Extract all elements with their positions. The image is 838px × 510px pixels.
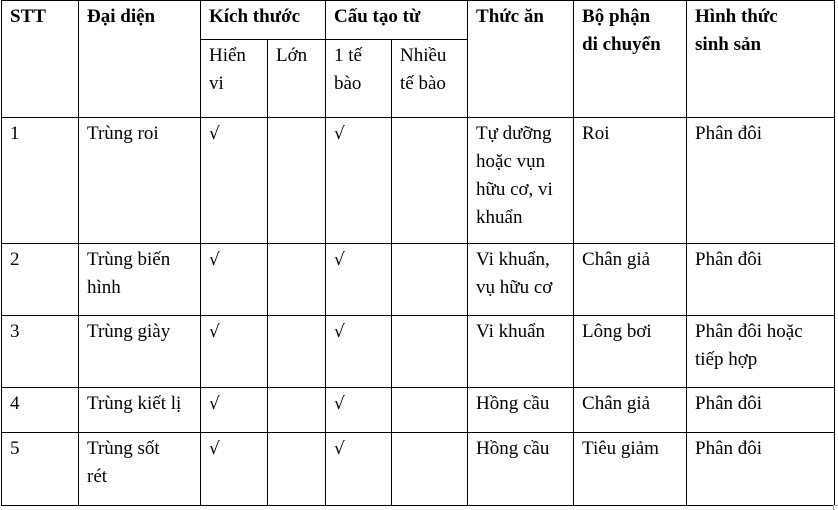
table-row (2, 433, 835, 506)
checkmark-icon: √ (209, 250, 220, 270)
food-line: khuẩn (476, 207, 523, 228)
cell-microscopic (201, 118, 268, 244)
cell-locomotion (574, 433, 687, 506)
cell-microscopic (201, 244, 268, 316)
cell-reproduction (687, 244, 835, 316)
header-size (201, 1, 326, 40)
header-microscopic-line1: Hiển (209, 45, 246, 66)
cell-large (268, 316, 326, 388)
cell-food (468, 433, 574, 506)
header-stt-label: STT (10, 6, 46, 27)
checkmark-icon: √ (334, 439, 345, 459)
locomotion-value: Roi (582, 123, 610, 144)
header-size-microscopic (201, 40, 268, 118)
header-stt (2, 1, 79, 118)
food-line: Vi khuẩn, (476, 249, 550, 270)
cell-representative (79, 433, 201, 506)
cell-large (268, 388, 326, 433)
locomotion-value: Tiêu giảm (582, 438, 659, 459)
stt-value: 4 (10, 393, 20, 414)
stt-value: 3 (10, 321, 20, 342)
header-food (468, 1, 574, 118)
cell-single-cell (326, 244, 392, 316)
cell-large (268, 244, 326, 316)
stt-value: 1 (10, 123, 20, 144)
table-row (2, 118, 835, 244)
cell-representative (79, 118, 201, 244)
cell-large (268, 118, 326, 244)
cell-reproduction (687, 316, 835, 388)
food-line: Tự dưỡng (476, 123, 552, 144)
table-row (2, 244, 835, 316)
table-row (2, 316, 835, 388)
cell-multi-cell (392, 316, 468, 388)
header-row-main (2, 1, 835, 40)
cell-stt (2, 244, 79, 316)
protozoa-comparison-table (1, 0, 835, 506)
stt-value: 2 (10, 249, 20, 270)
reproduction-line1: Phân đôi (695, 393, 763, 414)
header-locomotion-line1: Bộ phận (582, 6, 651, 27)
checkmark-icon: √ (209, 394, 220, 414)
cell-single-cell (326, 388, 392, 433)
reproduction-line1: Phân đôi (695, 249, 763, 270)
cell-locomotion (574, 388, 687, 433)
cell-reproduction (687, 433, 835, 506)
header-size-label: Kích thước (209, 6, 301, 27)
cell-microscopic (201, 388, 268, 433)
locomotion-value: Chân giả (582, 393, 651, 414)
cell-locomotion (574, 244, 687, 316)
table-row (2, 388, 835, 433)
cell-microscopic (201, 316, 268, 388)
reproduction-line2: tiếp hợp (695, 349, 758, 370)
header-size-large (268, 40, 326, 118)
representative-line1: Trùng sốt (87, 438, 160, 459)
header-food-label: Thức ăn (476, 6, 544, 27)
food-line: hoặc vụn (476, 151, 546, 172)
cell-representative (79, 316, 201, 388)
header-multi-line2: tế bào (400, 73, 446, 94)
header-structure-multi (392, 40, 468, 118)
header-structure (326, 1, 468, 40)
cell-locomotion (574, 118, 687, 244)
cell-single-cell (326, 433, 392, 506)
cell-multi-cell (392, 244, 468, 316)
representative-line1: Trùng kiết lị (87, 393, 182, 414)
cell-stt (2, 433, 79, 506)
cell-stt (2, 316, 79, 388)
header-structure-single (326, 40, 392, 118)
checkmark-icon: √ (334, 394, 345, 414)
cell-reproduction (687, 118, 835, 244)
header-representative (79, 1, 201, 118)
checkmark-icon: √ (209, 322, 220, 342)
checkmark-icon: √ (334, 322, 345, 342)
cell-microscopic (201, 433, 268, 506)
header-single-line2: bào (334, 73, 362, 94)
header-reproduction-line1: Hình thức (695, 6, 778, 27)
food-line: Hồng cầu (476, 438, 550, 459)
representative-line2: hình (87, 277, 121, 298)
checkmark-icon: √ (209, 124, 220, 144)
checkmark-icon: √ (334, 250, 345, 270)
cell-food (468, 388, 574, 433)
checkmark-icon: √ (209, 439, 220, 459)
checkmark-icon: √ (334, 124, 345, 144)
reproduction-line1: Phân đôi (695, 438, 763, 459)
cell-food (468, 118, 574, 244)
cell-representative (79, 244, 201, 316)
representative-line1: Trùng giày (87, 321, 171, 342)
cell-food (468, 244, 574, 316)
representative-line1: Trùng roi (87, 123, 159, 144)
representative-line2: rét (87, 466, 108, 487)
cell-multi-cell (392, 388, 468, 433)
header-locomotion-line2: di chuyển (582, 34, 661, 55)
cell-stt (2, 388, 79, 433)
locomotion-value: Chân giả (582, 249, 651, 270)
stt-value: 5 (10, 438, 20, 459)
header-locomotion (574, 1, 687, 118)
cell-single-cell (326, 118, 392, 244)
header-microscopic-line2: vi (209, 73, 224, 94)
cell-multi-cell (392, 118, 468, 244)
cell-food (468, 316, 574, 388)
header-reproduction (687, 1, 835, 118)
cell-single-cell (326, 316, 392, 388)
representative-line1: Trùng biến (87, 249, 171, 270)
food-line: Hồng cầu (476, 393, 550, 414)
header-multi-line1: Nhiều (400, 45, 447, 66)
cell-reproduction (687, 388, 835, 433)
header-large-label: Lớn (276, 45, 308, 66)
cell-locomotion (574, 316, 687, 388)
cell-large (268, 433, 326, 506)
header-representative-label: Đại diện (87, 6, 156, 27)
food-line: Vi khuẩn (476, 321, 546, 342)
cell-stt (2, 118, 79, 244)
food-line: hữu cơ, vi (476, 179, 553, 200)
cell-multi-cell (392, 433, 468, 506)
resize-corner-mark (833, 505, 838, 510)
header-single-line1: 1 tế (334, 45, 362, 66)
header-reproduction-line2: sinh sản (695, 34, 762, 55)
cell-representative (79, 388, 201, 433)
food-line: vụ hữu cơ (476, 277, 553, 298)
reproduction-line1: Phân đôi hoặc (695, 321, 803, 342)
locomotion-value: Lông bơi (582, 321, 652, 342)
reproduction-line1: Phân đôi (695, 123, 763, 144)
header-structure-label: Cấu tạo từ (334, 6, 421, 27)
